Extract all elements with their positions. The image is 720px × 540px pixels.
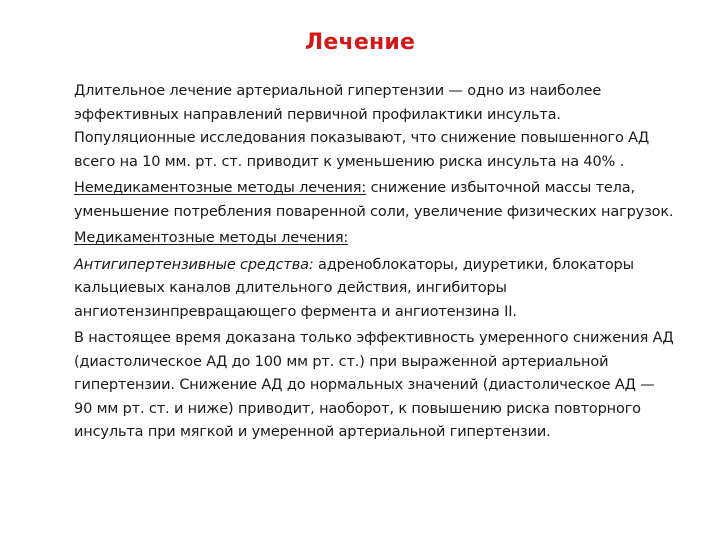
paragraph-non-drug-methods xyxy=(74,177,674,224)
paragraph-current-evidence: В настоящее время доказана только эффективность умеренного снижения АД (диастолическое АД до 100 мм рт. ст.) при выраженной артериальной гипертензии. Снижение АД до нормальных значений (диастолическое АД — 90 мм рт. ст. и ниже) приводит, наоборот, к повышению риска повторного инсульта при мягкой и умеренной артериальной гипертензии. xyxy=(74,330,674,440)
non-drug-methods-text: снижение избыточной массы тела, уменьшение потребления поваренной соли, увеличение физических нагрузок. xyxy=(74,180,674,220)
antihypertensives-label: Антигипертензивные средства: xyxy=(74,256,314,273)
slide-body xyxy=(74,80,674,448)
paragraph-drug-methods xyxy=(74,227,674,251)
paragraph-antihypertensives xyxy=(74,254,674,325)
non-drug-methods-label: Немедикаментозные методы лечения: xyxy=(74,180,367,196)
drug-methods-label: Медикаментозные методы лечения: xyxy=(74,230,349,246)
paragraph-intro: Длительное лечение артериальной гипертензии — одно из наиболее эффективных направлений первичной профилактики инсульта. Популяционные исследования показывают, что снижение повышенного АД всего на 10 мм. рт. ст. приводит к уменьшению риска инсульта на 40% . xyxy=(74,83,650,170)
slide-title: Лечение xyxy=(304,30,416,55)
antihypertensives-text: адреноблокаторы, диуретики, блокаторы кальциевых каналов длительного действия, ингибиторы ангиотензинпревращающего фермента и ангиотензина II. xyxy=(74,256,634,320)
